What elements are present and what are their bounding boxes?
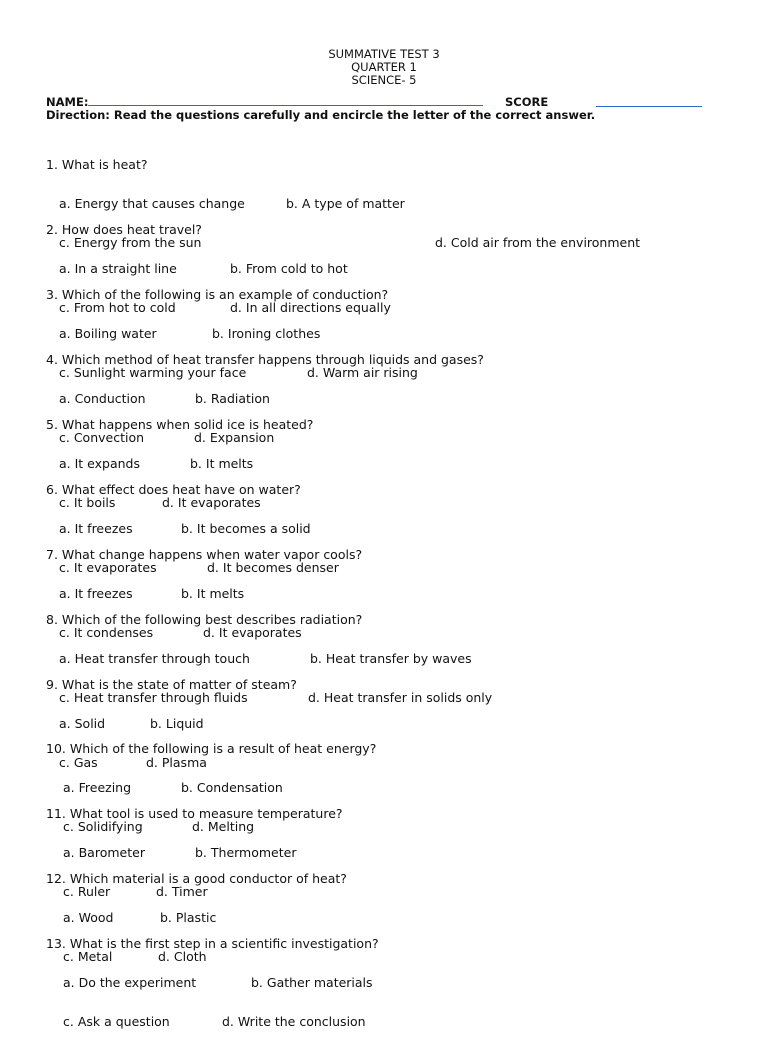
choice-d[interactable]: d. Timer [156,884,208,899]
question-text: 12. Which material is a good conductor of heat? [46,871,347,886]
name-label: NAME: [46,95,89,109]
question-text: 4. Which method of heat transfer happens through liquids and gases? [46,352,484,367]
choice-d[interactable]: d. Heat transfer in solids only [308,690,493,705]
question-text: 10. Which of the following is a result of heat energy? [46,741,377,756]
question-text: 7. What change happens when water vapor cools? [46,547,363,562]
choice-d[interactable]: d. In all directions equally [230,300,391,315]
choice-b[interactable]: b. Ironing clothes [212,326,321,341]
question-text: 13. What is the first step in a scientific investigation? [46,936,379,951]
choice-d[interactable]: d. Cold air from the environment [435,235,641,250]
choice-d[interactable]: d. Cloth [158,949,207,964]
name-field[interactable] [46,95,483,109]
choice-a[interactable]: a. Wood [63,910,114,925]
choice-c[interactable]: c. Solidifying [63,819,143,834]
choice-b[interactable]: b. It becomes a solid [181,521,311,536]
question-text: 2. How does heat travel? [46,222,202,237]
choice-c[interactable]: c. It condenses [59,625,154,640]
choice-c[interactable]: c. Gas [59,755,98,770]
question-text: 5. What happens when solid ice is heated? [46,417,314,432]
question-text: 8. Which of the following best describes radiation? [46,612,363,627]
choice-c[interactable]: c. It evaporates [59,560,157,575]
choice-a[interactable]: a. Conduction [59,391,146,406]
choice-a[interactable]: a. Boiling water [59,326,157,341]
choice-a[interactable]: a. Energy that causes change [59,196,245,211]
choice-c[interactable]: c. Ruler [63,884,111,899]
choice-a[interactable]: a. It expands [59,456,140,471]
choice-a[interactable]: a. Solid [59,716,106,731]
name-blank-line[interactable] [88,95,483,106]
question-text: 9. What is the state of matter of steam? [46,677,297,692]
score-label: SCORE [505,95,549,109]
choice-b[interactable]: b. Gather materials [251,975,373,990]
choice-b[interactable]: b. From cold to hot [230,261,348,276]
choice-d[interactable]: d. Melting [192,819,255,834]
choice-a[interactable]: a. In a straight line [59,261,177,276]
choice-d[interactable]: d. Write the conclusion [222,1014,366,1029]
choice-a[interactable]: a. It freezes [59,586,133,601]
question-text: 6. What effect does heat have on water? [46,482,301,497]
choice-b[interactable]: b. A type of matter [286,196,405,211]
choice-c[interactable]: c. From hot to cold [59,300,176,315]
question-text: 1. What is heat? [46,157,148,172]
choice-a[interactable]: a. Freezing [63,780,132,795]
choice-a[interactable]: a. It freezes [59,521,133,536]
choice-d[interactable]: d. Warm air rising [307,365,418,380]
choice-b[interactable]: b. Heat transfer by waves [310,651,472,666]
choice-c[interactable]: c. Ask a question [63,1014,170,1029]
choice-c[interactable]: c. Metal [63,949,113,964]
choice-a[interactable]: a. Barometer [63,845,145,860]
choice-b[interactable]: b. Condensation [181,780,283,795]
choice-d[interactable]: d. It evaporates [203,625,302,640]
choice-b[interactable]: b. Plastic [160,910,217,925]
choice-a[interactable]: a. Heat transfer through touch [59,651,250,666]
choice-b[interactable]: b. Thermometer [195,845,297,860]
choice-b[interactable]: b. Liquid [150,716,204,731]
question-item [46,911,379,1041]
choice-d[interactable]: d. Expansion [194,430,275,445]
choice-c[interactable]: c. Convection [59,430,145,445]
subject-label: SCIENCE- 5 [351,73,417,87]
question-text: 11. What tool is used to measure temperature? [46,806,343,821]
score-blank-line[interactable] [596,95,702,107]
choice-b[interactable]: b. It melts [190,456,254,471]
choice-c[interactable]: c. Energy from the sun [59,235,202,250]
quarter-label: QUARTER 1 [351,60,417,74]
direction-text: Direction: Read the questions carefully and encircle the letter of the correct answer. [46,108,596,122]
choice-c[interactable]: c. Sunlight warming your face [59,365,247,380]
choice-c[interactable]: c. It boils [59,495,116,510]
choice-d[interactable]: d. Plasma [146,755,207,770]
choice-c[interactable]: c. Heat transfer through fluids [59,690,248,705]
choice-b[interactable]: b. Radiation [195,391,270,406]
question-text: 3. Which of the following is an example of conduction? [46,287,389,302]
choice-d[interactable]: d. It evaporates [162,495,261,510]
choice-a[interactable]: a. Do the experiment [63,975,197,990]
test-title: SUMMATIVE TEST 3 [328,47,440,61]
choice-d[interactable]: d. It becomes denser [207,560,339,575]
choice-b[interactable]: b. It melts [181,586,245,601]
